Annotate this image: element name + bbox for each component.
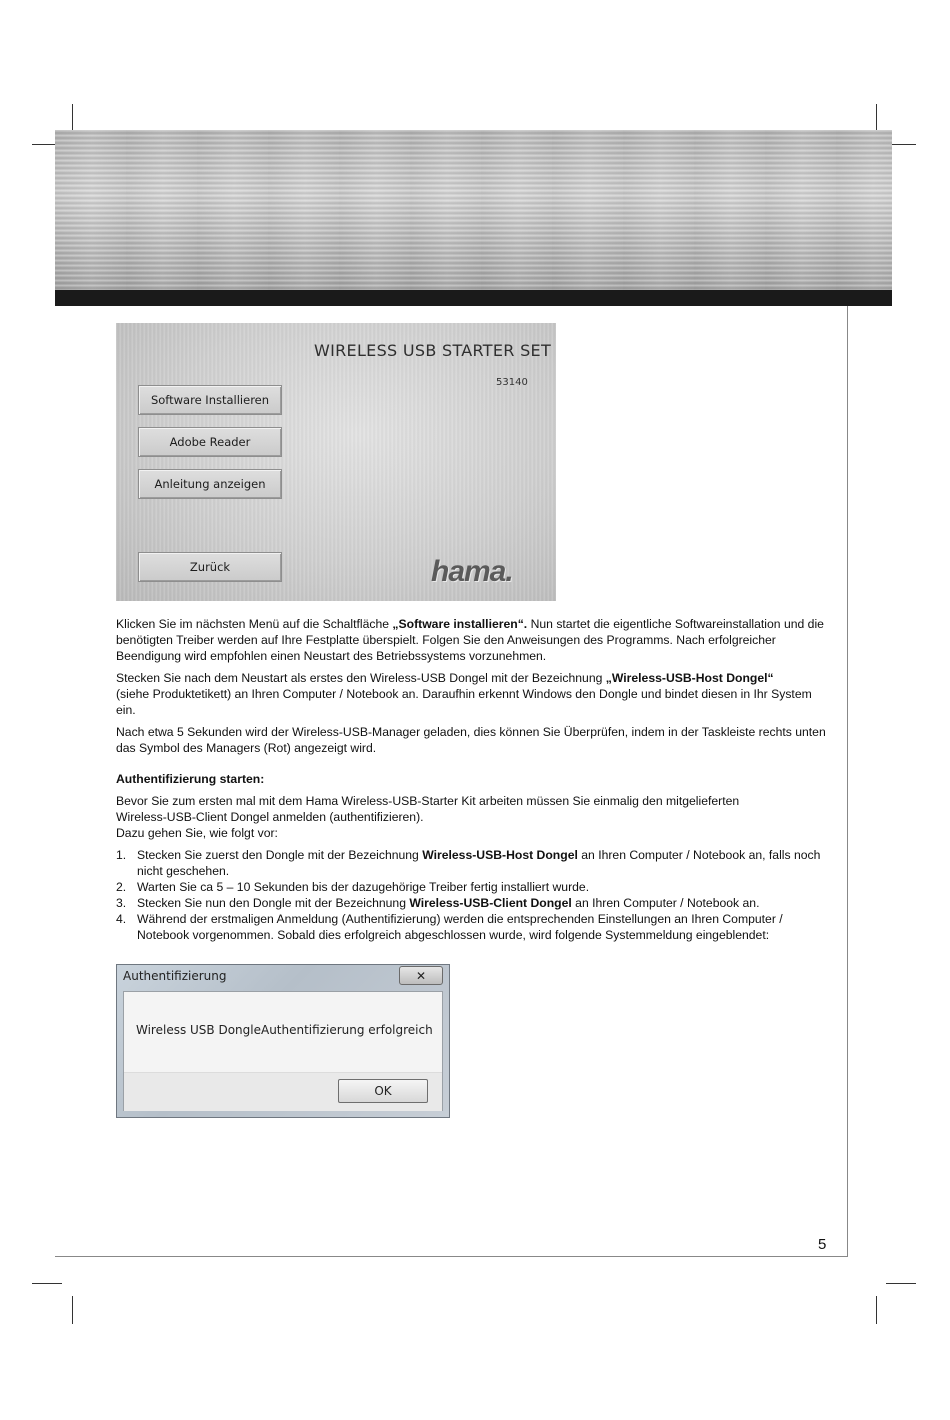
list-item: [116, 879, 831, 895]
dialog-footer: [124, 1072, 442, 1111]
text-span: Nun startet die eigentliche Softwareinstallation und die benötigten Treiber werden auf Ihre Festplatte überspielt. Folgen Sie den Anweisungen des Programms. Nach erfolgreicher Beendigung wird empfohlen einen Neustart des Betriebssystems vorzunehmen.: [116, 617, 824, 663]
page-number: 5: [818, 1236, 827, 1253]
install-software-button[interactable]: Software Installieren: [138, 385, 282, 415]
installer-window: [116, 323, 556, 601]
ok-button[interactable]: OK: [338, 1079, 428, 1103]
paragraph-software-install: [116, 616, 831, 664]
bold-text: Wireless-USB-Host Dongel: [422, 848, 578, 862]
installer-title: WIRELESS USB STARTER SET: [314, 341, 552, 360]
list-number: 4.: [116, 912, 127, 926]
text-span: an Ihren Computer / Notebook an, falls noch nicht geschehen.: [137, 848, 821, 878]
auth-heading: Authentifizierung starten:: [116, 772, 265, 786]
list-item: [116, 847, 831, 879]
paragraph-manager: Nach etwa 5 Sekunden wird der Wireless-USB-Manager geladen, dies können Sie Überprüfen, indem in der Taskleiste rechts unten das Symbol des Managers (Rot) angezeigt wird.: [116, 725, 826, 755]
header-banner: [55, 130, 892, 290]
list-number: 2.: [116, 880, 127, 894]
text-span: Klicken Sie im nächsten Menü auf die Schaltfläche: [116, 617, 393, 631]
list-item: [116, 911, 831, 943]
right-rule: [847, 306, 848, 1256]
adobe-reader-button[interactable]: Adobe Reader: [138, 427, 282, 457]
paragraph-host-dongle: [116, 670, 831, 718]
dialog-title: Authentifizierung: [123, 969, 227, 983]
text-span: Bevor Sie zum ersten mal mit dem Hama Wireless-USB-Starter Kit arbeiten müssen Sie einmalig den mitgelieferten: [116, 794, 740, 808]
close-icon[interactable]: ✕: [399, 966, 443, 985]
crop-mark: [876, 1296, 877, 1324]
hama-logo: hama.: [431, 555, 513, 588]
text-span: Stecken Sie nun den Dongle mit der Bezeichnung: [137, 896, 410, 910]
text-span: Warten Sie ca 5 – 10 Sekunden bis der dazugehörige Treiber fertig installiert wurde.: [137, 880, 590, 894]
show-manual-button[interactable]: Anleitung anzeigen: [138, 469, 282, 499]
list-number: 3.: [116, 896, 127, 910]
text-span: Wireless-USB-Client Dongel anmelden (authentifizieren).: [116, 810, 424, 824]
crop-mark: [886, 1283, 916, 1284]
text-span: (siehe Produktetikett) an Ihren Computer / Notebook an. Daraufhin erkennt Windows den Dongle und bindet diesen in Ihr System ein.: [116, 687, 812, 717]
crop-mark: [72, 104, 73, 132]
dialog-message: Wireless USB DongleAuthentifizierung erfolgreich: [136, 1023, 433, 1037]
bottom-rule: [55, 1256, 848, 1257]
list-item: [116, 895, 831, 911]
auth-steps: [116, 847, 831, 943]
header-bar: [55, 290, 892, 306]
bold-text: Wireless-USB-Client Dongel: [409, 896, 572, 910]
back-button[interactable]: Zurück: [138, 552, 282, 582]
installer-product-code: 53140: [496, 377, 528, 388]
auth-section: [116, 771, 831, 943]
auth-intro: [116, 793, 831, 841]
dialog-client: [123, 991, 443, 1111]
crop-mark: [876, 104, 877, 132]
bold-text: „Wireless-USB-Host Dongel“: [605, 671, 774, 685]
text-span: Während der erstmaligen Anmeldung (Authentifizierung) werden die entsprechenden Einstellungen an Ihren Computer / Notebook vorgenommen. Sobald dies erfolgreich abgeschlossen wurde, wird folgende Systemmeldung eingeblendet:: [137, 912, 783, 942]
bold-text: „Software installieren“.: [392, 617, 528, 631]
body-text: [116, 616, 831, 756]
crop-mark: [32, 1283, 62, 1284]
list-number: 1.: [116, 848, 127, 862]
crop-mark: [72, 1296, 73, 1324]
text-span: Dazu gehen Sie, wie folgt vor:: [116, 826, 278, 840]
text-span: Stecken Sie nach dem Neustart als erstes den Wireless-USB Dongel mit der Bezeichnung: [116, 671, 606, 685]
text-span: an Ihren Computer / Notebook an.: [571, 896, 760, 910]
text-span: Stecken Sie zuerst den Dongle mit der Bezeichnung: [137, 848, 423, 862]
auth-dialog: [116, 964, 450, 1118]
